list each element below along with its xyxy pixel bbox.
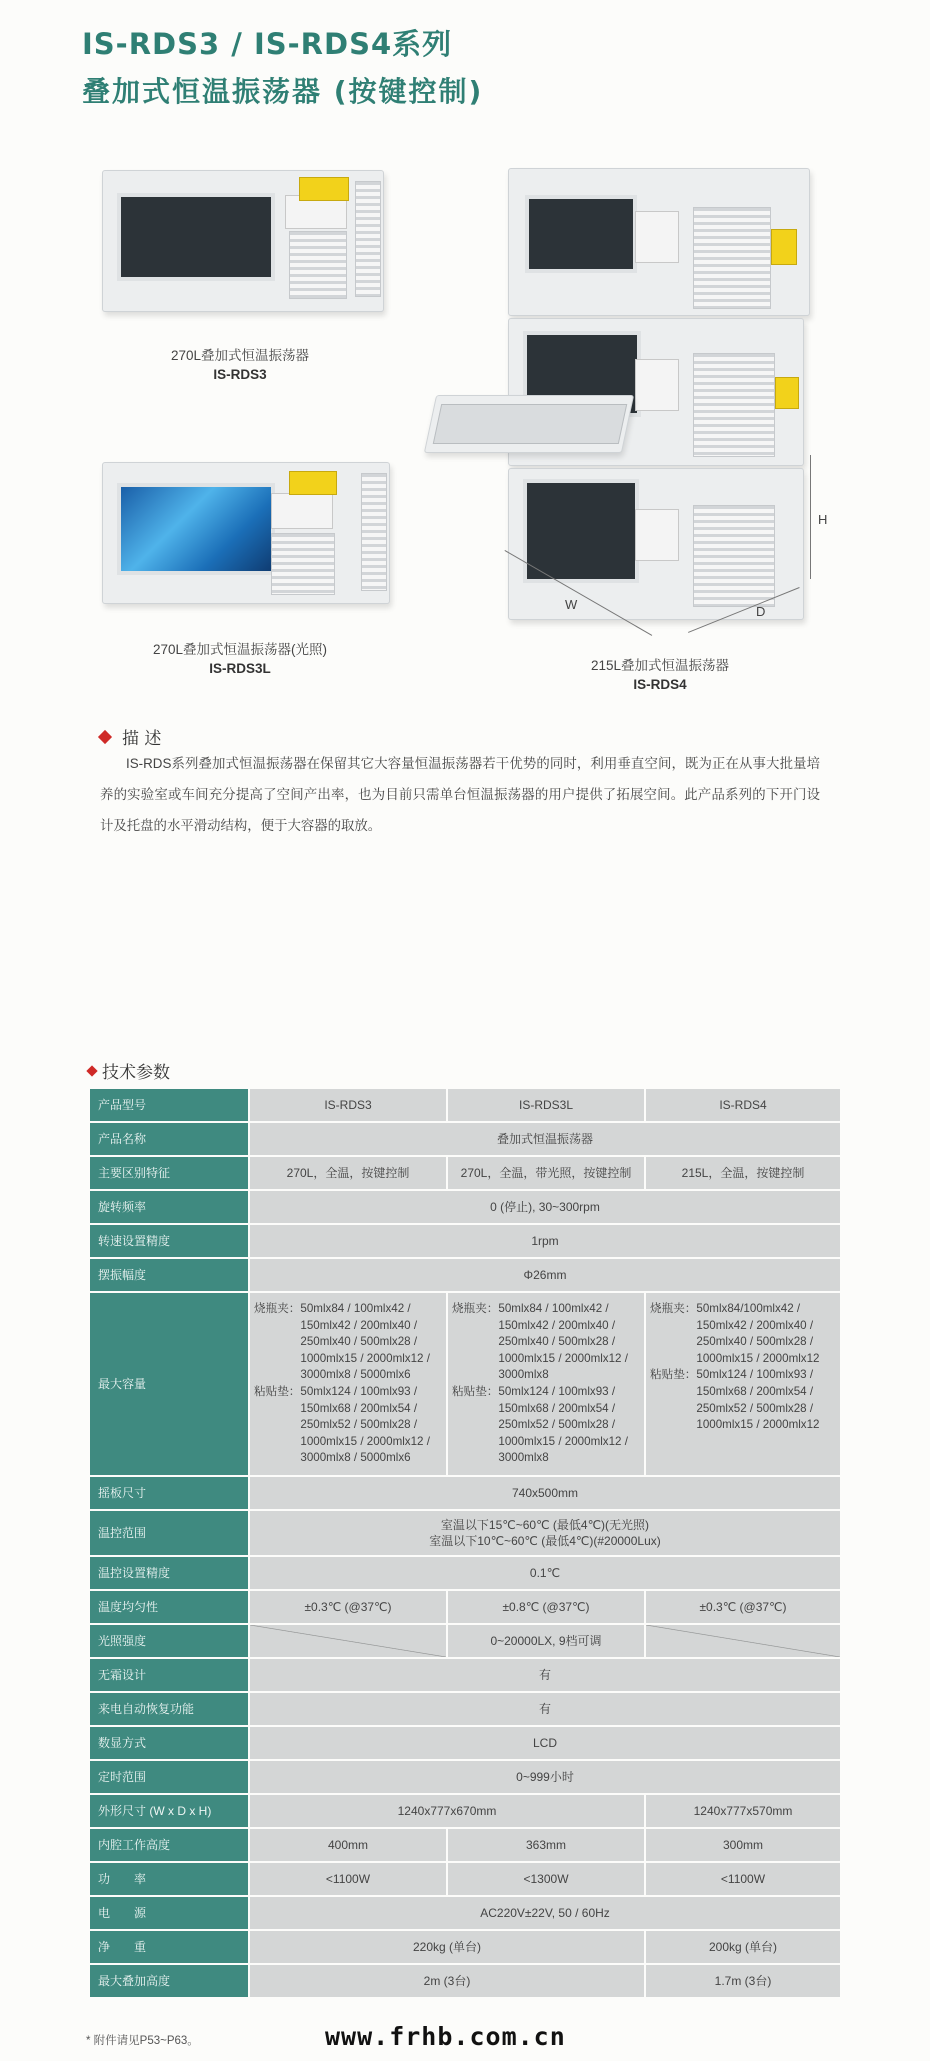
- product-name: 270L叠加式恒温振荡器(光照): [152, 642, 328, 657]
- product-caption-rds3: [130, 346, 350, 384]
- cell: 0 (停止), 30~300rpm: [249, 1190, 841, 1224]
- table-row: [89, 1896, 841, 1930]
- flask-value: 50mlx84 / 100mlx42 / 150mlx42 / 200mlx40 / 250mlx40 / 500mlx28 / 1000mlx15 / 2000mlx12 / 3000mlx8: [498, 1302, 628, 1382]
- product-caption-rds3l: [110, 640, 370, 678]
- row-label: 来电自动恢复功能: [89, 1692, 249, 1726]
- cell: Φ26mm: [249, 1258, 841, 1292]
- cell: [249, 1510, 841, 1556]
- cell: 363mm: [447, 1828, 645, 1862]
- cell: IS-RDS3L: [447, 1088, 645, 1122]
- table-row: [89, 1088, 841, 1122]
- row-label: 数显方式: [89, 1726, 249, 1760]
- cell: 1rpm: [249, 1224, 841, 1258]
- pad-value: 50mlx124 / 100mlx93 / 150mlx68 / 200mlx54 / 250mlx52 / 500mlx28 / 1000mlx15 / 2000mlx12 / 3000mlx8 / 5000mlx6: [300, 1385, 430, 1465]
- row-label: 转速设置精度: [89, 1224, 249, 1258]
- description-paragraph: IS-RDS系列叠加式恒温振荡器在保留其它大容量恒温振荡器若干优势的同时，利用垂直空间，既为正在从事大批量培养的实验室或车间充分提高了空间产出率，也为目前只需单台恒温振荡器的用户提供了拓展空间。此产品系列的下开门设计及托盘的水平滑动结构，便于大容器的取放。: [100, 756, 820, 833]
- cell: 215L，全温，按键控制: [645, 1156, 841, 1190]
- cell: 1240x777x670mm: [249, 1794, 645, 1828]
- product-image-rds3l: [102, 462, 390, 604]
- product-name: 270L叠加式恒温振荡器: [170, 348, 310, 363]
- cell: ±0.3℃ (@37℃): [249, 1590, 447, 1624]
- description-heading-text: 描 述: [122, 729, 162, 749]
- product-image-rds4-bottom: [508, 468, 804, 620]
- cell: AC220V±22V, 50 / 60Hz: [249, 1896, 841, 1930]
- product-caption-rds4: [550, 656, 770, 694]
- row-label: 最大叠加高度: [89, 1964, 249, 1998]
- product-name: 215L叠加式恒温振荡器: [590, 658, 730, 673]
- capacity-cell-rds3l: [447, 1292, 645, 1476]
- capacity-cell-rds3: [249, 1292, 447, 1476]
- cell: <1300W: [447, 1862, 645, 1896]
- cell: 270L，全温，带光照，按键控制: [447, 1156, 645, 1190]
- bullet-icon: [98, 730, 112, 744]
- dimension-h-label: H: [818, 512, 828, 527]
- row-label: 电 源: [89, 1896, 249, 1930]
- flask-value: 50mlx84 / 100mlx42 / 150mlx42 / 200mlx40 / 250mlx40 / 500mlx28 / 1000mlx15 / 2000mlx12 / 3000mlx8 / 5000mlx6: [300, 1302, 430, 1382]
- cell: 2m (3台): [249, 1964, 645, 1998]
- table-row: [89, 1930, 841, 1964]
- product-model: IS-RDS3L: [209, 661, 271, 676]
- table-row: [89, 1224, 841, 1258]
- cell: <1100W: [645, 1862, 841, 1896]
- page-subtitle: 叠加式恒温振荡器 (按键控制): [82, 75, 484, 108]
- table-row: [89, 1658, 841, 1692]
- cell: 0.1℃: [249, 1556, 841, 1590]
- page-title: IS-RDS3 / IS-RDS4系列: [82, 27, 453, 61]
- temp-range-line: 室温以下10℃~60℃ (最低4℃)(#20000Lux): [429, 1534, 661, 1548]
- row-label: 外形尺寸 (W x D x H): [89, 1794, 249, 1828]
- cell: 0~20000LX, 9档可调: [447, 1624, 645, 1658]
- table-row: [89, 1624, 841, 1658]
- cell: LCD: [249, 1726, 841, 1760]
- description-text: [100, 748, 820, 841]
- cell: 1240x777x570mm: [645, 1794, 841, 1828]
- table-row: [89, 1726, 841, 1760]
- table-row: [89, 1828, 841, 1862]
- flask-key: 烧瓶夹：: [452, 1302, 499, 1316]
- row-label: 净 重: [89, 1930, 249, 1964]
- row-label: 最大容量: [89, 1292, 249, 1476]
- table-row: [89, 1122, 841, 1156]
- cell: 300mm: [645, 1828, 841, 1862]
- flask-value: 50mlx84/100mlx42 / 150mlx42 / 200mlx40 / 250mlx40 / 500mlx28 / 1000mlx15 / 2000mlx12: [696, 1302, 820, 1365]
- footnote: * 附件请见P53~P63。: [86, 2035, 199, 2047]
- cell-not-applicable: [249, 1624, 447, 1658]
- cell: 1.7m (3台): [645, 1964, 841, 1998]
- row-label: 产品型号: [89, 1088, 249, 1122]
- row-label: 温度均匀性: [89, 1590, 249, 1624]
- pad-key: 粘贴垫：: [452, 1385, 499, 1398]
- cell: ±0.8℃ (@37℃): [447, 1590, 645, 1624]
- table-row: [89, 1862, 841, 1896]
- product-image-rds3: [102, 170, 384, 312]
- pad-key: 粘贴垫：: [650, 1368, 697, 1382]
- table-row: [89, 1476, 841, 1510]
- cell: 400mm: [249, 1828, 447, 1862]
- cell-not-applicable: [645, 1624, 841, 1658]
- cell: 200kg (单台): [645, 1930, 841, 1964]
- table-row: [89, 1510, 841, 1556]
- table-row: [89, 1258, 841, 1292]
- table-row: [89, 1156, 841, 1190]
- product-image-rds4-tray: [424, 395, 634, 453]
- watermark-url: www.frhb.com.cn: [325, 2022, 566, 2051]
- bullet-icon: [86, 1065, 97, 1076]
- temp-range-line: 室温以下15℃~60℃ (最低4℃)(无光照): [440, 1518, 650, 1532]
- cell: 740x500mm: [249, 1476, 841, 1510]
- pad-value: 50mlx124 / 100mlx93 / 150mlx68 / 200mlx54 / 250mlx52 / 500mlx28 / 1000mlx15 / 2000mlx12 / 3000mlx8: [498, 1385, 628, 1465]
- table-row: [89, 1760, 841, 1794]
- cell: 有: [249, 1692, 841, 1726]
- row-label: 主要区别特征: [89, 1156, 249, 1190]
- cell: <1100W: [249, 1862, 447, 1896]
- row-label: 旋转频率: [89, 1190, 249, 1224]
- table-row: [89, 1590, 841, 1624]
- table-row: [89, 1556, 841, 1590]
- pad-value: 50mlx124 / 100mlx93 / 150mlx68 / 200mlx54 / 250mlx52 / 500mlx28 / 1000mlx15 / 2000mlx12: [696, 1368, 820, 1432]
- row-label: 温控设置精度: [89, 1556, 249, 1590]
- table-row: [89, 1292, 841, 1476]
- table-row: [89, 1190, 841, 1224]
- row-label: 无霜设计: [89, 1658, 249, 1692]
- cell: 叠加式恒温振荡器: [249, 1122, 841, 1156]
- cell: 270L，全温，按键控制: [249, 1156, 447, 1190]
- row-label: 定时范围: [89, 1760, 249, 1794]
- cell: 220kg (单台): [249, 1930, 645, 1964]
- cell: 有: [249, 1658, 841, 1692]
- product-model: IS-RDS3: [213, 367, 267, 382]
- cell: IS-RDS3: [249, 1088, 447, 1122]
- pad-key: 粘贴垫：: [254, 1385, 301, 1398]
- table-row: [89, 1964, 841, 1998]
- table-row: [89, 1692, 841, 1726]
- product-model: IS-RDS4: [633, 677, 687, 692]
- dimension-w-label: W: [565, 597, 578, 612]
- dimension-d-label: D: [756, 604, 766, 619]
- capacity-cell-rds4: [645, 1292, 841, 1476]
- row-label: 功 率: [89, 1862, 249, 1896]
- dimension-line-h: [810, 455, 811, 579]
- specs-heading: [88, 1058, 170, 1083]
- cell: IS-RDS4: [645, 1088, 841, 1122]
- specs-heading-text: 技术参数: [102, 1063, 170, 1083]
- cell: 0~999小时: [249, 1760, 841, 1794]
- product-image-rds4-top: [508, 168, 810, 316]
- flask-key: 烧瓶夹：: [650, 1302, 697, 1315]
- row-label: 摇板尺寸: [89, 1476, 249, 1510]
- table-row: [89, 1794, 841, 1828]
- row-label: 摆振幅度: [89, 1258, 249, 1292]
- flask-key: 烧瓶夹：: [254, 1302, 301, 1316]
- description-heading: [100, 724, 161, 749]
- cell: ±0.3℃ (@37℃): [645, 1590, 841, 1624]
- row-label: 内腔工作高度: [89, 1828, 249, 1862]
- row-label: 光照强度: [89, 1624, 249, 1658]
- row-label: 产品名称: [89, 1122, 249, 1156]
- row-label: 温控范围: [89, 1510, 249, 1556]
- spec-table: [88, 1087, 842, 1999]
